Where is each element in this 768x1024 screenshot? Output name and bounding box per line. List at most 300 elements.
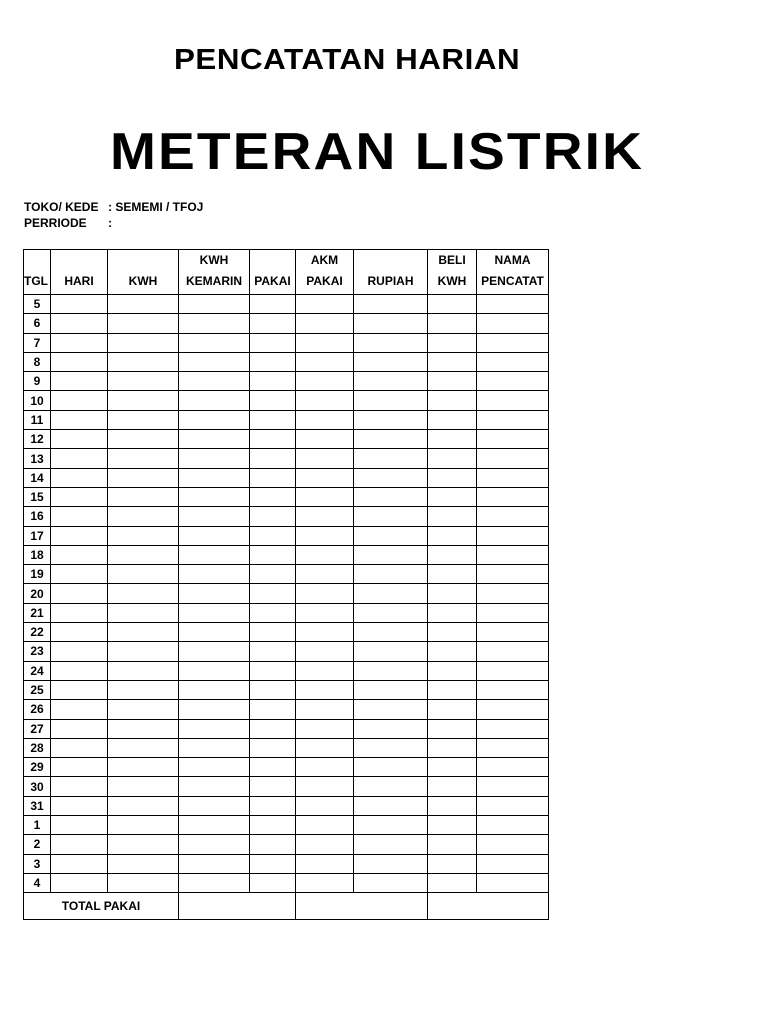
cell-rupiah[interactable] xyxy=(354,758,428,777)
cell-akm-pakai[interactable] xyxy=(296,430,354,449)
cell-rupiah[interactable] xyxy=(354,680,428,699)
table-row xyxy=(24,295,549,314)
table-row xyxy=(24,777,549,796)
cell-kwh[interactable] xyxy=(108,333,179,352)
cell-pakai[interactable] xyxy=(250,430,296,449)
cell-hari[interactable] xyxy=(51,430,108,449)
cell-kwh[interactable] xyxy=(108,507,179,526)
cell-kwh[interactable] xyxy=(108,603,179,622)
table-header-row xyxy=(24,250,549,295)
cell-kwh-kemarin[interactable] xyxy=(179,680,250,699)
cell-beli-kwh[interactable] xyxy=(428,680,477,699)
cell-beli-kwh[interactable] xyxy=(428,410,477,429)
cell-hari[interactable] xyxy=(51,391,108,410)
cell-pakai[interactable] xyxy=(250,777,296,796)
cell-pakai[interactable] xyxy=(250,854,296,873)
cell-hari[interactable] xyxy=(51,545,108,564)
cell-akm-pakai[interactable] xyxy=(296,854,354,873)
cell-hari[interactable] xyxy=(51,873,108,892)
cell-kwh[interactable] xyxy=(108,391,179,410)
cell-beli-kwh[interactable] xyxy=(428,526,477,545)
cell-pakai[interactable] xyxy=(250,623,296,642)
cell-hari[interactable] xyxy=(51,758,108,777)
row-date: 20 xyxy=(24,584,51,603)
cell-kwh-kemarin[interactable] xyxy=(179,603,250,622)
row-date: 26 xyxy=(24,700,51,719)
cell-hari[interactable] xyxy=(51,623,108,642)
cell-nama-pencatat[interactable] xyxy=(477,816,549,835)
cell-hari[interactable] xyxy=(51,507,108,526)
cell-kwh-kemarin[interactable] xyxy=(179,816,250,835)
cell-kwh[interactable] xyxy=(108,410,179,429)
cell-akm-pakai[interactable] xyxy=(296,584,354,603)
cell-kwh[interactable] xyxy=(108,873,179,892)
cell-nama-pencatat[interactable] xyxy=(477,295,549,314)
table-row xyxy=(24,372,549,391)
cell-hari[interactable] xyxy=(51,410,108,429)
cell-hari[interactable] xyxy=(51,603,108,622)
cell-rupiah[interactable] xyxy=(354,623,428,642)
table-row xyxy=(24,719,549,738)
cell-beli-kwh[interactable] xyxy=(428,816,477,835)
cell-kwh[interactable] xyxy=(108,758,179,777)
cell-pakai[interactable] xyxy=(250,816,296,835)
cell-nama-pencatat[interactable] xyxy=(477,352,549,371)
cell-beli-kwh[interactable] xyxy=(428,796,477,815)
cell-pakai[interactable] xyxy=(250,410,296,429)
cell-kwh-kemarin[interactable] xyxy=(179,449,250,468)
cell-kwh-kemarin[interactable] xyxy=(179,758,250,777)
cell-nama-pencatat[interactable] xyxy=(477,391,549,410)
cell-kwh[interactable] xyxy=(108,295,179,314)
cell-rupiah[interactable] xyxy=(354,545,428,564)
table-row xyxy=(24,603,549,622)
cell-rupiah[interactable] xyxy=(354,526,428,545)
cell-hari[interactable] xyxy=(51,796,108,815)
table-row xyxy=(24,565,549,584)
cell-kwh-kemarin[interactable] xyxy=(179,487,250,506)
header-tgl: TGL xyxy=(24,250,51,295)
table-body xyxy=(24,295,549,893)
cell-nama-pencatat[interactable] xyxy=(477,719,549,738)
cell-hari[interactable] xyxy=(51,680,108,699)
cell-hari[interactable] xyxy=(51,295,108,314)
cell-akm-pakai[interactable] xyxy=(296,873,354,892)
cell-nama-pencatat[interactable] xyxy=(477,584,549,603)
cell-kwh[interactable] xyxy=(108,372,179,391)
cell-beli-kwh[interactable] xyxy=(428,430,477,449)
cell-pakai[interactable] xyxy=(250,295,296,314)
cell-kwh-kemarin[interactable] xyxy=(179,468,250,487)
cell-akm-pakai[interactable] xyxy=(296,352,354,371)
cell-nama-pencatat[interactable] xyxy=(477,680,549,699)
cell-beli-kwh[interactable] xyxy=(428,623,477,642)
table-row xyxy=(24,526,549,545)
cell-kwh[interactable] xyxy=(108,680,179,699)
period-info-line xyxy=(24,216,112,230)
cell-kwh[interactable] xyxy=(108,642,179,661)
cell-akm-pakai[interactable] xyxy=(296,835,354,854)
cell-hari[interactable] xyxy=(51,468,108,487)
cell-rupiah[interactable] xyxy=(354,507,428,526)
cell-kwh-kemarin[interactable] xyxy=(179,642,250,661)
cell-pakai[interactable] xyxy=(250,565,296,584)
row-date: 14 xyxy=(24,468,51,487)
cell-beli-kwh[interactable] xyxy=(428,545,477,564)
cell-kwh[interactable] xyxy=(108,468,179,487)
cell-kwh[interactable] xyxy=(108,661,179,680)
row-date: 25 xyxy=(24,680,51,699)
cell-nama-pencatat[interactable] xyxy=(477,642,549,661)
cell-beli-kwh[interactable] xyxy=(428,777,477,796)
cell-kwh-kemarin[interactable] xyxy=(179,738,250,757)
row-date: 16 xyxy=(24,507,51,526)
cell-nama-pencatat[interactable] xyxy=(477,623,549,642)
cell-kwh-kemarin[interactable] xyxy=(179,835,250,854)
cell-kwh-kemarin[interactable] xyxy=(179,314,250,333)
row-date: 18 xyxy=(24,545,51,564)
table-row xyxy=(24,333,549,352)
cell-kwh-kemarin[interactable] xyxy=(179,295,250,314)
cell-beli-kwh[interactable] xyxy=(428,391,477,410)
cell-nama-pencatat[interactable] xyxy=(477,314,549,333)
cell-rupiah[interactable] xyxy=(354,661,428,680)
cell-rupiah[interactable] xyxy=(354,603,428,622)
cell-beli-kwh[interactable] xyxy=(428,603,477,622)
total-row xyxy=(24,893,549,920)
cell-hari[interactable] xyxy=(51,661,108,680)
cell-pakai[interactable] xyxy=(250,507,296,526)
cell-kwh[interactable] xyxy=(108,314,179,333)
cell-akm-pakai[interactable] xyxy=(296,372,354,391)
cell-nama-pencatat[interactable] xyxy=(477,487,549,506)
cell-kwh-kemarin[interactable] xyxy=(179,391,250,410)
cell-beli-kwh[interactable] xyxy=(428,738,477,757)
cell-akm-pakai[interactable] xyxy=(296,468,354,487)
table-row xyxy=(24,738,549,757)
cell-akm-pakai[interactable] xyxy=(296,796,354,815)
cell-akm-pakai[interactable] xyxy=(296,680,354,699)
cell-kwh-kemarin[interactable] xyxy=(179,410,250,429)
row-date: 11 xyxy=(24,410,51,429)
cell-pakai[interactable] xyxy=(250,738,296,757)
cell-pakai[interactable] xyxy=(250,603,296,622)
cell-beli-kwh[interactable] xyxy=(428,661,477,680)
cell-kwh-kemarin[interactable] xyxy=(179,352,250,371)
row-date: 12 xyxy=(24,430,51,449)
cell-akm-pakai[interactable] xyxy=(296,449,354,468)
cell-nama-pencatat[interactable] xyxy=(477,700,549,719)
header-kwh-kemarin: KWH KEMARIN xyxy=(179,250,250,295)
cell-rupiah[interactable] xyxy=(354,410,428,429)
cell-hari[interactable] xyxy=(51,526,108,545)
cell-akm-pakai[interactable] xyxy=(296,661,354,680)
table-row xyxy=(24,449,549,468)
cell-akm-pakai[interactable] xyxy=(296,526,354,545)
cell-kwh-kemarin[interactable] xyxy=(179,623,250,642)
cell-rupiah[interactable] xyxy=(354,796,428,815)
cell-akm-pakai[interactable] xyxy=(296,314,354,333)
cell-pakai[interactable] xyxy=(250,352,296,371)
cell-rupiah[interactable] xyxy=(354,295,428,314)
cell-akm-pakai[interactable] xyxy=(296,410,354,429)
cell-rupiah[interactable] xyxy=(354,835,428,854)
cell-rupiah[interactable] xyxy=(354,642,428,661)
cell-kwh[interactable] xyxy=(108,449,179,468)
cell-hari[interactable] xyxy=(51,738,108,757)
cell-hari[interactable] xyxy=(51,719,108,738)
cell-akm-pakai[interactable] xyxy=(296,758,354,777)
cell-nama-pencatat[interactable] xyxy=(477,738,549,757)
cell-kwh-kemarin[interactable] xyxy=(179,565,250,584)
cell-pakai[interactable] xyxy=(250,545,296,564)
shop-value: : SEMEMI / TFOJ xyxy=(108,200,204,214)
cell-nama-pencatat[interactable] xyxy=(477,873,549,892)
total-cell-rupiah[interactable] xyxy=(296,893,428,920)
cell-pakai[interactable] xyxy=(250,584,296,603)
cell-beli-kwh[interactable] xyxy=(428,719,477,738)
cell-rupiah[interactable] xyxy=(354,430,428,449)
cell-nama-pencatat[interactable] xyxy=(477,835,549,854)
cell-hari[interactable] xyxy=(51,565,108,584)
cell-nama-pencatat[interactable] xyxy=(477,854,549,873)
cell-pakai[interactable] xyxy=(250,680,296,699)
cell-kwh[interactable] xyxy=(108,796,179,815)
cell-hari[interactable] xyxy=(51,352,108,371)
cell-beli-kwh[interactable] xyxy=(428,295,477,314)
cell-akm-pakai[interactable] xyxy=(296,642,354,661)
table-row xyxy=(24,816,549,835)
cell-hari[interactable] xyxy=(51,584,108,603)
cell-akm-pakai[interactable] xyxy=(296,603,354,622)
cell-hari[interactable] xyxy=(51,449,108,468)
total-cell-kwh[interactable] xyxy=(179,893,296,920)
cell-pakai[interactable] xyxy=(250,661,296,680)
cell-nama-pencatat[interactable] xyxy=(477,372,549,391)
cell-pakai[interactable] xyxy=(250,719,296,738)
cell-akm-pakai[interactable] xyxy=(296,487,354,506)
shop-info-line xyxy=(24,200,203,214)
cell-beli-kwh[interactable] xyxy=(428,352,477,371)
cell-kwh-kemarin[interactable] xyxy=(179,372,250,391)
cell-nama-pencatat[interactable] xyxy=(477,449,549,468)
cell-kwh-kemarin[interactable] xyxy=(179,526,250,545)
cell-pakai[interactable] xyxy=(250,314,296,333)
cell-akm-pakai[interactable] xyxy=(296,545,354,564)
period-value: : xyxy=(108,216,112,230)
cell-rupiah[interactable] xyxy=(354,449,428,468)
cell-kwh-kemarin[interactable] xyxy=(179,584,250,603)
cell-nama-pencatat[interactable] xyxy=(477,468,549,487)
cell-kwh-kemarin[interactable] xyxy=(179,777,250,796)
row-date: 3 xyxy=(24,854,51,873)
total-cell-beli[interactable] xyxy=(428,893,549,920)
cell-kwh[interactable] xyxy=(108,777,179,796)
table-row xyxy=(24,642,549,661)
cell-beli-kwh[interactable] xyxy=(428,642,477,661)
cell-akm-pakai[interactable] xyxy=(296,777,354,796)
cell-pakai[interactable] xyxy=(250,873,296,892)
cell-hari[interactable] xyxy=(51,816,108,835)
table-row xyxy=(24,661,549,680)
cell-akm-pakai[interactable] xyxy=(296,507,354,526)
cell-pakai[interactable] xyxy=(250,526,296,545)
cell-rupiah[interactable] xyxy=(354,468,428,487)
cell-kwh[interactable] xyxy=(108,700,179,719)
header-akm-pakai: AKM PAKAI xyxy=(296,250,354,295)
cell-hari[interactable] xyxy=(51,700,108,719)
cell-beli-kwh[interactable] xyxy=(428,700,477,719)
cell-beli-kwh[interactable] xyxy=(428,565,477,584)
cell-beli-kwh[interactable] xyxy=(428,314,477,333)
cell-pakai[interactable] xyxy=(250,835,296,854)
cell-rupiah[interactable] xyxy=(354,854,428,873)
cell-nama-pencatat[interactable] xyxy=(477,333,549,352)
cell-hari[interactable] xyxy=(51,642,108,661)
cell-beli-kwh[interactable] xyxy=(428,468,477,487)
cell-kwh-kemarin[interactable] xyxy=(179,700,250,719)
cell-rupiah[interactable] xyxy=(354,333,428,352)
cell-akm-pakai[interactable] xyxy=(296,391,354,410)
cell-pakai[interactable] xyxy=(250,642,296,661)
cell-nama-pencatat[interactable] xyxy=(477,565,549,584)
cell-kwh[interactable] xyxy=(108,584,179,603)
cell-kwh[interactable] xyxy=(108,835,179,854)
cell-rupiah[interactable] xyxy=(354,738,428,757)
cell-kwh[interactable] xyxy=(108,623,179,642)
cell-pakai[interactable] xyxy=(250,391,296,410)
cell-kwh[interactable] xyxy=(108,545,179,564)
cell-kwh[interactable] xyxy=(108,719,179,738)
cell-beli-kwh[interactable] xyxy=(428,372,477,391)
total-pakai-label: TOTAL PAKAI xyxy=(24,893,179,920)
cell-rupiah[interactable] xyxy=(354,816,428,835)
cell-beli-kwh[interactable] xyxy=(428,584,477,603)
row-date: 8 xyxy=(24,352,51,371)
cell-kwh[interactable] xyxy=(108,430,179,449)
cell-rupiah[interactable] xyxy=(354,391,428,410)
table-row xyxy=(24,430,549,449)
cell-pakai[interactable] xyxy=(250,700,296,719)
cell-kwh-kemarin[interactable] xyxy=(179,507,250,526)
cell-nama-pencatat[interactable] xyxy=(477,545,549,564)
header-nama-pencatat: NAMA PENCATAT xyxy=(477,250,549,295)
cell-pakai[interactable] xyxy=(250,449,296,468)
cell-kwh-kemarin[interactable] xyxy=(179,854,250,873)
cell-nama-pencatat[interactable] xyxy=(477,507,549,526)
row-date: 6 xyxy=(24,314,51,333)
cell-rupiah[interactable] xyxy=(354,584,428,603)
cell-kwh[interactable] xyxy=(108,816,179,835)
row-date: 27 xyxy=(24,719,51,738)
cell-beli-kwh[interactable] xyxy=(428,873,477,892)
header-beli-kwh: BELI KWH xyxy=(428,250,477,295)
cell-pakai[interactable] xyxy=(250,468,296,487)
row-date: 22 xyxy=(24,623,51,642)
cell-pakai[interactable] xyxy=(250,487,296,506)
table-row xyxy=(24,314,549,333)
cell-akm-pakai[interactable] xyxy=(296,295,354,314)
cell-kwh-kemarin[interactable] xyxy=(179,545,250,564)
cell-beli-kwh[interactable] xyxy=(428,487,477,506)
cell-kwh[interactable] xyxy=(108,526,179,545)
cell-kwh-kemarin[interactable] xyxy=(179,873,250,892)
cell-nama-pencatat[interactable] xyxy=(477,410,549,429)
cell-kwh[interactable] xyxy=(108,565,179,584)
cell-nama-pencatat[interactable] xyxy=(477,603,549,622)
cell-rupiah[interactable] xyxy=(354,352,428,371)
cell-nama-pencatat[interactable] xyxy=(477,430,549,449)
cell-kwh[interactable] xyxy=(108,487,179,506)
cell-nama-pencatat[interactable] xyxy=(477,777,549,796)
cell-rupiah[interactable] xyxy=(354,372,428,391)
row-date: 9 xyxy=(24,372,51,391)
cell-rupiah[interactable] xyxy=(354,777,428,796)
cell-kwh-kemarin[interactable] xyxy=(179,661,250,680)
cell-pakai[interactable] xyxy=(250,333,296,352)
cell-akm-pakai[interactable] xyxy=(296,565,354,584)
table-row xyxy=(24,873,549,892)
cell-hari[interactable] xyxy=(51,777,108,796)
cell-kwh[interactable] xyxy=(108,738,179,757)
cell-beli-kwh[interactable] xyxy=(428,854,477,873)
table-row xyxy=(24,507,549,526)
cell-akm-pakai[interactable] xyxy=(296,738,354,757)
cell-nama-pencatat[interactable] xyxy=(477,526,549,545)
cell-beli-kwh[interactable] xyxy=(428,507,477,526)
cell-pakai[interactable] xyxy=(250,796,296,815)
cell-rupiah[interactable] xyxy=(354,700,428,719)
cell-beli-kwh[interactable] xyxy=(428,333,477,352)
cell-rupiah[interactable] xyxy=(354,314,428,333)
cell-kwh[interactable] xyxy=(108,352,179,371)
row-date: 15 xyxy=(24,487,51,506)
cell-hari[interactable] xyxy=(51,487,108,506)
cell-rupiah[interactable] xyxy=(354,873,428,892)
table-row xyxy=(24,584,549,603)
cell-hari[interactable] xyxy=(51,333,108,352)
cell-pakai[interactable] xyxy=(250,372,296,391)
cell-beli-kwh[interactable] xyxy=(428,758,477,777)
cell-nama-pencatat[interactable] xyxy=(477,661,549,680)
cell-hari[interactable] xyxy=(51,835,108,854)
cell-nama-pencatat[interactable] xyxy=(477,796,549,815)
cell-akm-pakai[interactable] xyxy=(296,816,354,835)
table-row xyxy=(24,410,549,429)
cell-kwh-kemarin[interactable] xyxy=(179,333,250,352)
cell-hari[interactable] xyxy=(51,854,108,873)
cell-hari[interactable] xyxy=(51,314,108,333)
document-title: METERAN LISTRIK xyxy=(110,123,644,181)
cell-kwh[interactable] xyxy=(108,854,179,873)
cell-kwh-kemarin[interactable] xyxy=(179,719,250,738)
cell-pakai[interactable] xyxy=(250,758,296,777)
cell-rupiah[interactable] xyxy=(354,719,428,738)
cell-akm-pakai[interactable] xyxy=(296,700,354,719)
cell-akm-pakai[interactable] xyxy=(296,719,354,738)
header-kwh: KWH xyxy=(108,250,179,295)
cell-nama-pencatat[interactable] xyxy=(477,758,549,777)
cell-hari[interactable] xyxy=(51,372,108,391)
cell-akm-pakai[interactable] xyxy=(296,333,354,352)
cell-kwh-kemarin[interactable] xyxy=(179,796,250,815)
cell-kwh-kemarin[interactable] xyxy=(179,430,250,449)
cell-rupiah[interactable] xyxy=(354,487,428,506)
cell-akm-pakai[interactable] xyxy=(296,623,354,642)
cell-beli-kwh[interactable] xyxy=(428,835,477,854)
cell-beli-kwh[interactable] xyxy=(428,449,477,468)
cell-rupiah[interactable] xyxy=(354,565,428,584)
